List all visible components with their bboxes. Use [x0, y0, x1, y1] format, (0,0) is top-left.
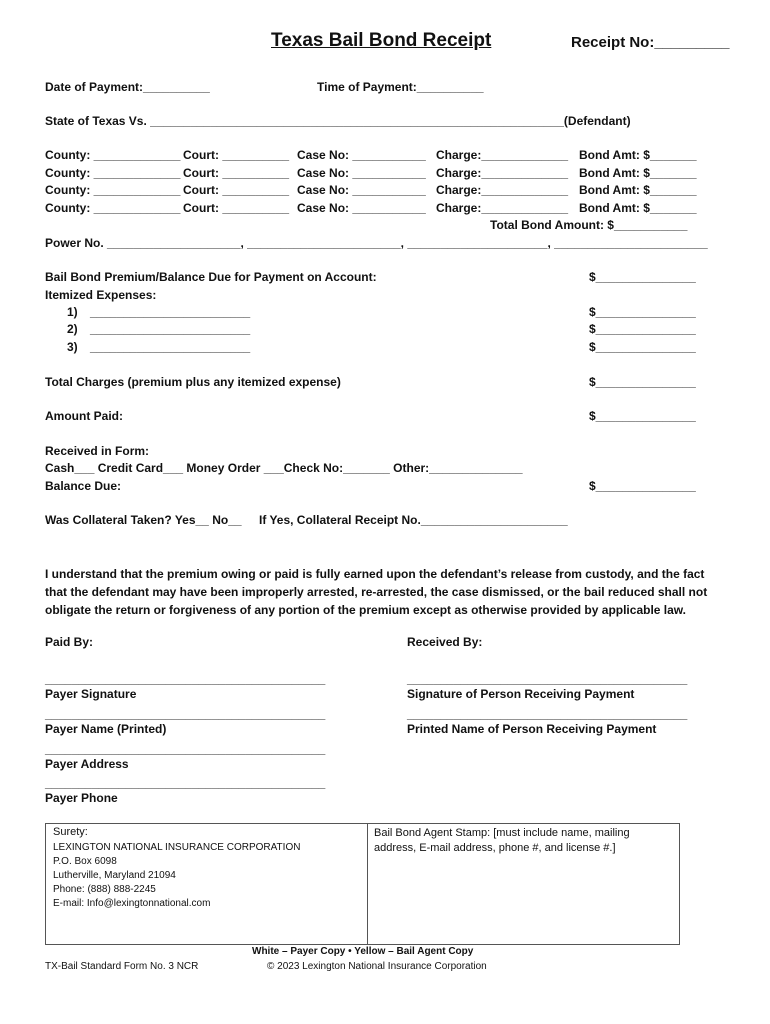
collateral-receipt-field[interactable]: If Yes, Collateral Receipt No.______________________: [259, 513, 568, 527]
item-number: 3): [67, 340, 78, 354]
surety-email: E-mail: Info@lexingtonnational.com: [53, 898, 211, 909]
copyright: © 2023 Lexington National Insurance Corporation: [267, 961, 487, 972]
item-amount-field[interactable]: $_______________: [589, 322, 696, 336]
premium-label: Bail Bond Premium/Balance Due for Payment on Account:: [45, 270, 377, 284]
item-description-field[interactable]: ________________________: [90, 305, 251, 319]
payer-name-label: Payer Name (Printed): [45, 722, 167, 736]
form-title: Texas Bail Bond Receipt: [271, 30, 492, 51]
item-description-field[interactable]: ________________________: [90, 340, 251, 354]
date-of-payment-field[interactable]: Date of Payment:__________: [45, 80, 210, 94]
received-in-form-label: Received in Form:: [45, 444, 150, 458]
total-charges-field[interactable]: $_______________: [589, 375, 696, 389]
payer-phone-label: Payer Phone: [45, 791, 118, 805]
charge-field[interactable]: Charge:_____________: [436, 201, 569, 215]
itemized-expenses-label: Itemized Expenses:: [45, 288, 157, 302]
court-field[interactable]: Court: __________: [183, 166, 290, 180]
county-field[interactable]: County: _____________: [45, 183, 181, 197]
premium-amount-field[interactable]: $_______________: [589, 270, 696, 284]
bond-amount-field[interactable]: Bond Amt: $_______: [579, 166, 697, 180]
amount-paid-field[interactable]: $_______________: [589, 409, 696, 423]
form-number: TX-Bail Standard Form No. 3 NCR: [45, 961, 199, 972]
defendant-line[interactable]: State of Texas Vs. ______________________________________________________________(Defendant): [45, 114, 631, 128]
payment-method-options[interactable]: Cash___ Credit Card___ Money Order ___Check No:_______ Other:______________: [45, 461, 523, 475]
surety-po-box: P.O. Box 6098: [53, 856, 117, 867]
total-bond-amount-field[interactable]: Total Bond Amount: $___________: [490, 218, 688, 232]
surety-city: Lutherville, Maryland 21094: [53, 870, 176, 881]
item-amount-field[interactable]: $_______________: [589, 340, 696, 354]
court-field[interactable]: Court: __________: [183, 148, 290, 162]
surety-phone: Phone: (888) 888-2245: [53, 884, 156, 895]
amount-paid-label: Amount Paid:: [45, 409, 123, 423]
payer-address-label: Payer Address: [45, 757, 129, 771]
copy-distribution: White – Payer Copy • Yellow – Bail Agent Copy: [252, 946, 474, 957]
balance-due-label: Balance Due:: [45, 479, 122, 493]
paid-by-label: Paid By:: [45, 635, 94, 649]
power-number-field[interactable]: Power No. ____________________, _______________________, _____________________, _______________________: [45, 236, 708, 250]
receiver-signature-label: Signature of Person Receiving Payment: [407, 687, 635, 701]
balance-due-field[interactable]: $_______________: [589, 479, 696, 493]
surety-label: Surety:: [53, 826, 88, 838]
received-by-label: Received By:: [407, 635, 483, 649]
bond-amount-field[interactable]: Bond Amt: $_______: [579, 201, 697, 215]
collateral-question[interactable]: Was Collateral Taken? Yes__ No__: [45, 513, 242, 527]
bond-amount-field[interactable]: Bond Amt: $_______: [579, 148, 697, 162]
agent-stamp-instructions: Bail Bond Agent Stamp: [must include name, mailing address, E-mail address, phone #, and license #.]: [374, 827, 630, 854]
payer-signature-line[interactable]: __________________________________________: [45, 672, 326, 686]
court-field[interactable]: Court: __________: [183, 201, 290, 215]
receiver-name-line[interactable]: __________________________________________: [407, 707, 688, 721]
county-field[interactable]: County: _____________: [45, 201, 181, 215]
disclaimer-text: I understand that the premium owing or paid is fully earned upon the defendant’s release from custody, and the fact that the defendant may have been improperly arrested, re-arrested, the case dismissed, or the bail reduced shall not obligate the return or forgiveness of any portion of the premium except as otherwise provided by applicable law.: [45, 567, 708, 617]
case-no-field[interactable]: Case No: ___________: [297, 148, 426, 162]
receipt-number-field[interactable]: Receipt No:_________: [571, 34, 730, 51]
county-field[interactable]: County: _____________: [45, 166, 181, 180]
item-number: 1): [67, 305, 78, 319]
time-of-payment-field[interactable]: Time of Payment:__________: [317, 80, 484, 94]
receiver-name-label: Printed Name of Person Receiving Payment: [407, 722, 657, 736]
payer-address-line[interactable]: __________________________________________: [45, 742, 326, 756]
payer-name-line[interactable]: __________________________________________: [45, 707, 326, 721]
payer-phone-line[interactable]: __________________________________________: [45, 776, 326, 790]
item-description-field[interactable]: ________________________: [90, 322, 251, 336]
court-field[interactable]: Court: __________: [183, 183, 290, 197]
total-charges-label: Total Charges (premium plus any itemized expense): [45, 375, 341, 389]
bond-amount-field[interactable]: Bond Amt: $_______: [579, 183, 697, 197]
item-amount-field[interactable]: $_______________: [589, 305, 696, 319]
receiver-signature-line[interactable]: __________________________________________: [407, 672, 688, 686]
charge-field[interactable]: Charge:_____________: [436, 183, 569, 197]
case-no-field[interactable]: Case No: ___________: [297, 183, 426, 197]
payer-signature-label: Payer Signature: [45, 687, 137, 701]
surety-company: LEXINGTON NATIONAL INSURANCE CORPORATION: [53, 842, 301, 853]
case-no-field[interactable]: Case No: ___________: [297, 166, 426, 180]
item-number: 2): [67, 322, 78, 336]
county-field[interactable]: County: _____________: [45, 148, 181, 162]
case-no-field[interactable]: Case No: ___________: [297, 201, 426, 215]
charge-field[interactable]: Charge:_____________: [436, 148, 569, 162]
charge-field[interactable]: Charge:_____________: [436, 166, 569, 180]
